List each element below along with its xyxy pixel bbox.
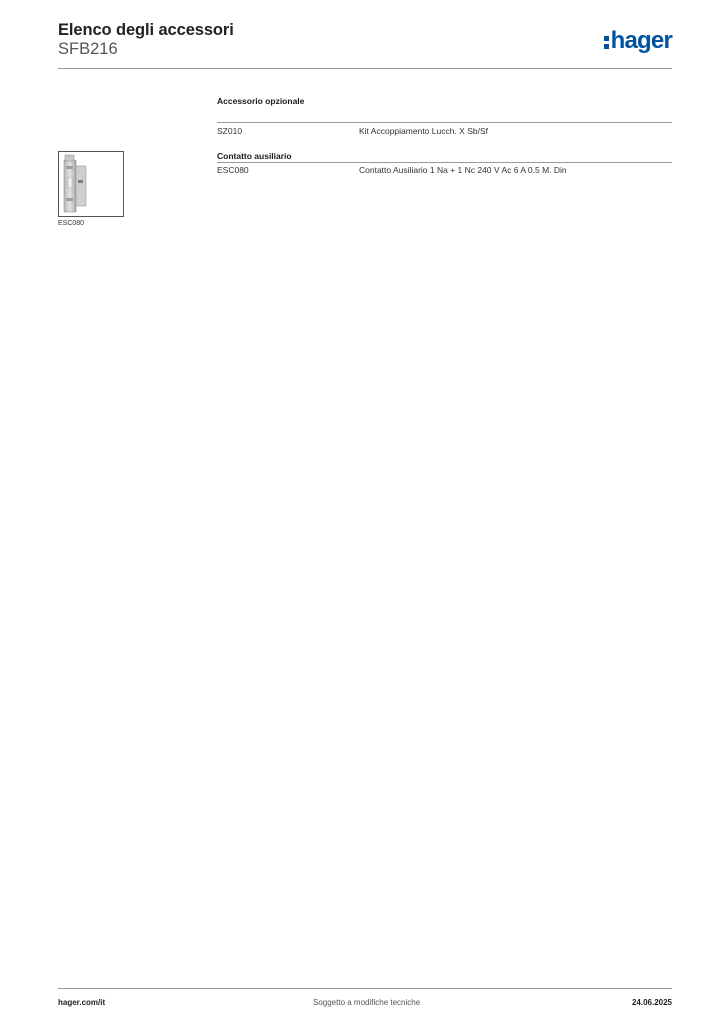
item-description: Contatto Ausiliario 1 Na + 1 Nc 240 V Ac 6 A 0.5 M. Din <box>359 165 567 175</box>
header-divider <box>58 68 672 69</box>
hager-logo <box>604 26 672 56</box>
list-item <box>217 126 672 138</box>
item-code: ESC080 <box>217 165 249 175</box>
section-divider <box>217 162 672 163</box>
footer-date: 24.06.2025 <box>631 998 672 1007</box>
section-divider <box>217 122 672 123</box>
section-heading-optional-accessory: Accessorio opzionale <box>217 96 305 106</box>
list-item <box>217 165 672 177</box>
auxiliary-contact-module-icon <box>59 152 123 216</box>
item-code: SZ010 <box>217 126 243 136</box>
footer-divider <box>58 988 672 989</box>
section-heading-auxiliary-contact: Contatto ausiliario <box>217 151 292 161</box>
footer-website-link[interactable]: hager.com/it <box>58 998 106 1007</box>
product-code-subtitle: SFB216 <box>58 40 118 58</box>
product-image <box>58 151 124 217</box>
footer-notice: Soggetto a modifiche tecniche <box>313 998 421 1007</box>
logo-colon-icon <box>604 36 609 49</box>
page-title: Elenco degli accessori <box>58 21 234 39</box>
item-description: Kit Accoppiamento Lucch. X Sb/Sf <box>359 126 488 136</box>
product-image-caption: ESC080 <box>58 220 85 227</box>
logo-wordmark: hager <box>610 27 672 54</box>
